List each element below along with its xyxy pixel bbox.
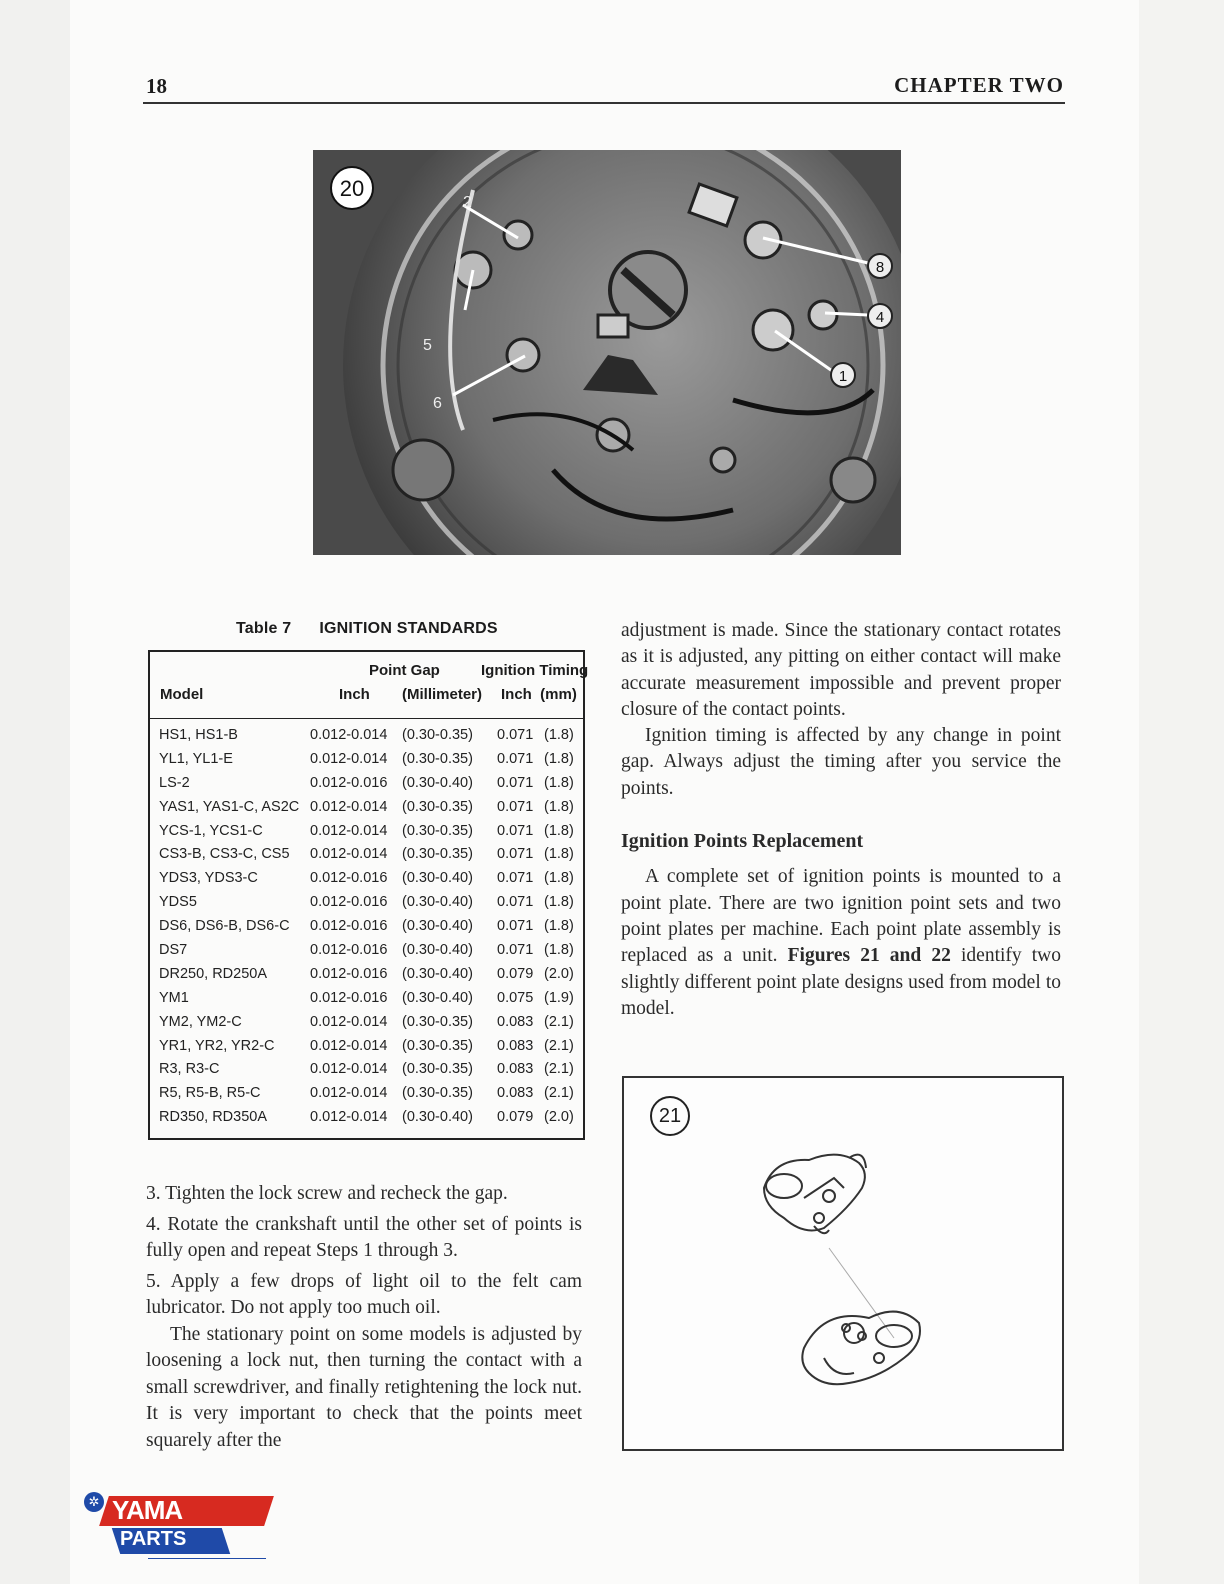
cell-model: DR250, RD250A	[159, 965, 267, 982]
table-row	[150, 987, 583, 1011]
table-row	[150, 1035, 583, 1059]
table-body	[150, 724, 583, 1130]
cell-gap-inch: 0.012-0.014	[310, 798, 388, 815]
cell-gap-mm: (0.30-0.40)	[402, 918, 473, 935]
cell-timing-mm: (1.8)	[544, 870, 574, 887]
cell-timing-mm: (1.8)	[544, 727, 574, 743]
table-row	[150, 963, 583, 987]
section-heading: Ignition Points Replacement	[621, 830, 864, 853]
cell-gap-mm: (0.30-0.35)	[402, 1013, 473, 1030]
cell-model: CS3-B, CS3-C, CS5	[159, 846, 290, 863]
header-model: Model	[160, 686, 204, 703]
cell-gap-mm: (0.30-0.40)	[402, 774, 473, 791]
header-millimeter: (Millimeter)	[402, 686, 483, 703]
cell-gap-inch: 0.012-0.016	[310, 918, 388, 935]
cell-model: YL1, YL1-E	[159, 750, 233, 767]
point-plate-lower-drawing	[802, 1312, 920, 1385]
cell-gap-inch: 0.012-0.014	[310, 1013, 388, 1030]
cell-timing-mm: (1.8)	[544, 750, 574, 767]
callout-4: 4	[875, 309, 885, 326]
ignition-standards-table	[148, 650, 589, 1140]
right-column	[621, 618, 1061, 1022]
cell-timing-mm: (2.1)	[544, 1013, 574, 1030]
cell-model: DS6, DS6-B, DS6-C	[159, 918, 290, 935]
callout-8: 8	[875, 259, 885, 276]
adjustment-paragraph: adjustment is made. Since the stationary contact rotates as it is adjusted, any pitting on either contact will make accurate measurement impossible and prevent proper closure of the contact points.	[621, 620, 1061, 720]
cell-gap-mm: (0.30-0.40)	[402, 1109, 473, 1126]
cell-model: YR1, YR2, YR2-C	[159, 1037, 275, 1054]
table-row	[150, 724, 583, 748]
page-margin-right	[1139, 0, 1224, 1584]
cell-timing-inch: 0.083	[497, 1061, 534, 1078]
table-row	[150, 1082, 583, 1106]
table-row	[150, 1011, 583, 1035]
cell-model: YM2, YM2-C	[159, 1013, 242, 1030]
cell-model: LS-2	[159, 774, 190, 791]
cell-gap-mm: (0.30-0.35)	[402, 822, 473, 839]
header-point-gap: Point Gap	[369, 662, 440, 679]
figures-reference: Figures 21 and 22	[787, 945, 951, 967]
cell-timing-mm: (1.8)	[544, 774, 574, 791]
cell-timing-mm: (1.8)	[544, 798, 574, 815]
page-number: 18	[146, 74, 167, 98]
cell-timing-mm: (2.1)	[544, 1037, 574, 1054]
table-row	[150, 843, 583, 867]
cell-timing-mm: (1.8)	[544, 822, 574, 839]
cell-model: YAS1, YAS1-C, AS2C	[159, 798, 300, 815]
step-5: 5. Apply a few drops of light oil to the felt cam lubricator. Do not apply too much oil.	[146, 1270, 582, 1318]
table-row	[150, 772, 583, 796]
page-margin-left	[0, 0, 70, 1584]
cell-model: YDS3, YDS3-C	[159, 870, 258, 887]
cell-timing-mm: (2.1)	[544, 1061, 574, 1078]
logo-yama-text: YAMA	[112, 1495, 183, 1525]
cell-timing-inch: 0.083	[497, 1037, 534, 1054]
cell-timing-inch: 0.071	[497, 894, 534, 911]
table-row	[150, 915, 583, 939]
logo-parts-text: PARTS	[120, 1528, 187, 1550]
table-row	[150, 796, 583, 820]
callout-1: 1	[838, 368, 848, 385]
cell-gap-mm: (0.30-0.35)	[402, 1061, 473, 1078]
yamaparts-logo	[84, 1492, 274, 1564]
cell-gap-inch: 0.012-0.014	[310, 1109, 388, 1126]
cell-gap-mm: (0.30-0.35)	[402, 1085, 473, 1102]
step-3: 3. Tighten the lock screw and recheck the gap.	[146, 1183, 508, 1204]
cell-gap-inch: 0.012-0.014	[310, 750, 388, 767]
logo-underline	[148, 1558, 266, 1559]
header-ignition-timing: Ignition Timing	[481, 662, 589, 679]
table-row	[150, 891, 583, 915]
table-title: IGNITION STANDARDS	[319, 620, 498, 637]
callout-5: 5	[423, 337, 432, 354]
replacement-text: A complete set of ignition points is mounted to a point plate. There are two ignition point sets and two point plates per machine. Each point plate assembly is replaced as a unit.	[621, 866, 1061, 967]
cell-model: YM1	[159, 989, 189, 1006]
step-4: 4. Rotate the crankshaft until the other set of points is fully open and repeat Steps 1 through 3.	[146, 1213, 582, 1261]
table-row	[150, 1058, 583, 1082]
cell-gap-mm: (0.30-0.35)	[402, 798, 473, 815]
cell-timing-inch: 0.071	[497, 846, 534, 863]
cell-gap-mm: (0.30-0.40)	[402, 965, 473, 982]
connector-line	[829, 1248, 894, 1338]
figure-20-photo	[313, 150, 901, 555]
header-inch: Inch	[339, 686, 370, 703]
cell-timing-inch: 0.071	[497, 870, 534, 887]
cell-gap-inch: 0.012-0.014	[310, 1061, 388, 1078]
cell-gap-mm: (0.30-0.35)	[402, 750, 473, 767]
cell-timing-mm: (1.8)	[544, 942, 574, 959]
ignition-points-photo-illustration	[313, 150, 901, 555]
left-column	[146, 1181, 582, 1454]
cell-gap-mm: (0.30-0.35)	[402, 727, 473, 743]
table-row	[150, 820, 583, 844]
table-row	[150, 867, 583, 891]
table-label: Table 7	[236, 620, 292, 637]
cell-gap-mm: (0.30-0.40)	[402, 870, 473, 887]
cell-gap-inch: 0.012-0.014	[310, 846, 388, 863]
cell-timing-inch: 0.075	[497, 989, 534, 1006]
cell-gap-inch: 0.012-0.014	[310, 1037, 388, 1054]
cell-timing-inch: 0.071	[497, 918, 534, 935]
cell-gap-mm: (0.30-0.35)	[402, 846, 473, 863]
callout-6: 6	[433, 395, 442, 412]
cell-gap-inch: 0.012-0.016	[310, 965, 388, 982]
cell-gap-inch: 0.012-0.014	[310, 1085, 388, 1102]
cell-gap-inch: 0.012-0.014	[310, 822, 388, 839]
table-header	[150, 652, 589, 719]
cell-timing-inch: 0.071	[497, 822, 534, 839]
figure-20-number: 20	[339, 176, 365, 201]
cell-timing-mm: (1.9)	[544, 989, 574, 1006]
cell-timing-inch: 0.079	[497, 965, 534, 982]
cell-timing-inch: 0.083	[497, 1013, 534, 1030]
cell-gap-inch: 0.012-0.016	[310, 774, 388, 791]
cell-gap-inch: 0.012-0.016	[310, 942, 388, 959]
replacement-paragraph	[621, 864, 1061, 1022]
cell-model: R3, R3-C	[159, 1061, 220, 1078]
header-rule	[143, 102, 1065, 104]
stationary-point-paragraph: The stationary point on some models is adjusted by loosening a lock nut, then turning the contact with a small screwdriver, and finally retightening the lock nut. It is very important to check that the points meet squarely after the	[146, 1323, 582, 1451]
cell-timing-mm: (2.0)	[544, 965, 574, 982]
cell-gap-mm: (0.30-0.40)	[402, 894, 473, 911]
cell-model: YCS-1, YCS1-C	[159, 822, 263, 839]
figure-21	[622, 1076, 1064, 1451]
figure-21-number: 21	[650, 1096, 690, 1136]
cell-timing-mm: (1.8)	[544, 918, 574, 935]
cell-gap-inch: 0.012-0.016	[310, 894, 388, 911]
cell-gap-mm: (0.30-0.40)	[402, 989, 473, 1006]
header-timing-units: Inch (mm)	[501, 686, 577, 703]
cell-gap-inch: 0.012-0.014	[310, 727, 388, 743]
cell-gap-mm: (0.30-0.40)	[402, 942, 473, 959]
point-plate-drawings	[624, 1078, 1064, 1449]
cell-model: HS1, HS1-B	[159, 727, 238, 743]
cell-timing-inch: 0.079	[497, 1109, 534, 1126]
cell-model: R5, R5-B, R5-C	[159, 1085, 261, 1102]
cell-timing-mm: (2.1)	[544, 1085, 574, 1102]
table-row	[150, 748, 583, 772]
cell-timing-mm: (1.8)	[544, 846, 574, 863]
point-plate-upper-drawing	[764, 1155, 866, 1234]
cell-timing-inch: 0.071	[497, 798, 534, 815]
tuning-fork-icon: ✲	[84, 1492, 104, 1512]
timing-paragraph: Ignition timing is affected by any change in point gap. Always adjust the timing after you service the points.	[621, 725, 1061, 799]
cell-timing-mm: (1.8)	[544, 894, 574, 911]
table-row	[150, 939, 583, 963]
cell-model: DS7	[159, 942, 188, 959]
cell-timing-mm: (2.0)	[544, 1109, 574, 1126]
cell-timing-inch: 0.071	[497, 727, 534, 743]
cell-timing-inch: 0.071	[497, 942, 534, 959]
cell-timing-inch: 0.071	[497, 774, 534, 791]
cell-timing-inch: 0.083	[497, 1085, 534, 1102]
cell-gap-inch: 0.012-0.016	[310, 870, 388, 887]
chapter-title: CHAPTER TWO	[894, 73, 1064, 97]
callout-2: 2	[463, 194, 472, 211]
cell-timing-inch: 0.071	[497, 750, 534, 767]
table-caption	[236, 620, 498, 638]
cell-gap-mm: (0.30-0.35)	[402, 1037, 473, 1054]
cell-model: RD350, RD350A	[159, 1109, 267, 1126]
replacement-text-end: identify two slightly different point plate designs used from model to model.	[621, 945, 1062, 1019]
table-row	[150, 1106, 583, 1130]
cell-gap-inch: 0.012-0.016	[310, 989, 388, 1006]
cell-model: YDS5	[159, 894, 197, 911]
